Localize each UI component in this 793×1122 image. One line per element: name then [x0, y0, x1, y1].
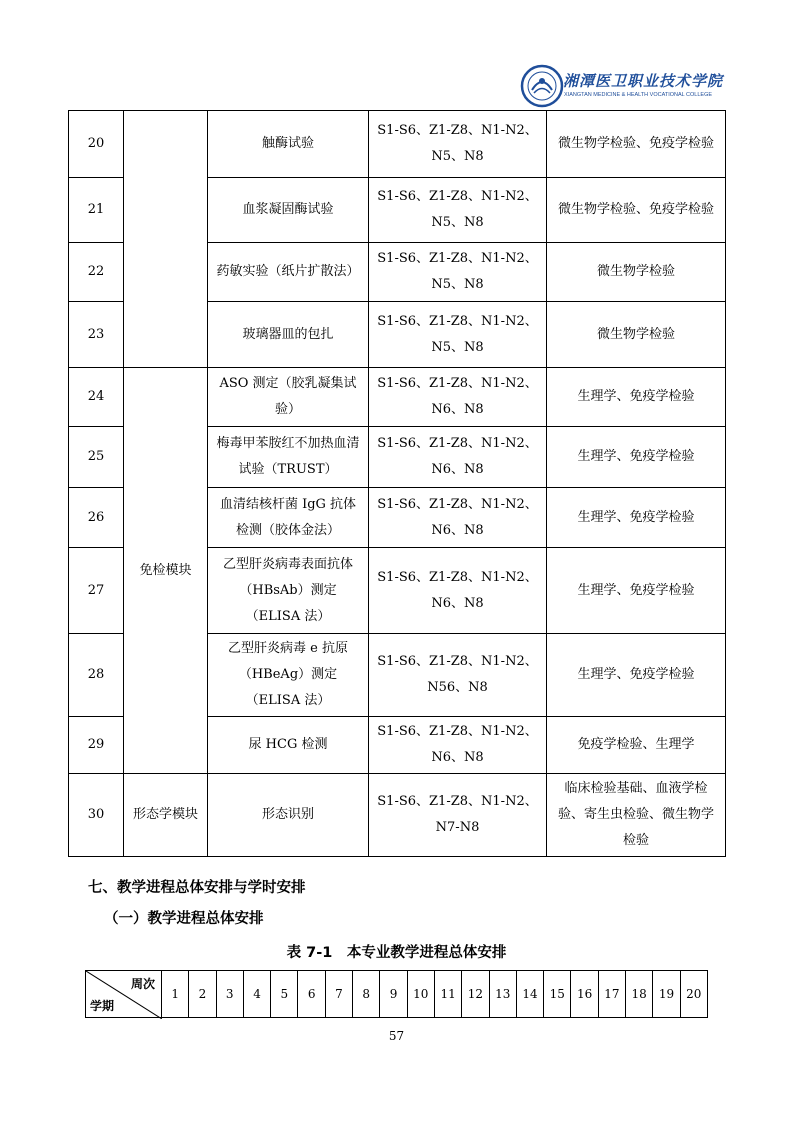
row-number: 25	[69, 427, 124, 488]
week-number: 18	[626, 971, 653, 1018]
logo-english-name: XIANGTAN MEDICINE & HEALTH VOCATIONAL COLLEGE	[564, 92, 713, 98]
week-number: 9	[380, 971, 407, 1018]
section-heading-7: 七、教学进程总体安排与学时安排	[88, 880, 306, 896]
item-name: 血浆凝固酶试验	[208, 178, 369, 243]
college-emblem-icon	[520, 64, 564, 108]
item-name: 尿 HCG 检测	[208, 717, 369, 774]
table-row	[69, 368, 726, 427]
table-row	[69, 111, 726, 178]
related-course: 生理学、免疫学检验	[547, 488, 726, 548]
week-number: 15	[544, 971, 571, 1018]
requirement-codes: S1-S6、Z1-Z8、N1-N2、N7-N8	[369, 774, 547, 857]
weeks-header-row	[86, 971, 708, 1018]
week-number: 19	[653, 971, 680, 1018]
page-number: 57	[388, 1029, 405, 1043]
requirement-codes: S1-S6、Z1-Z8、N1-N2、N6、N8	[369, 548, 547, 634]
row-number: 30	[69, 774, 124, 857]
item-name: 形态识别	[208, 774, 369, 857]
row-number: 29	[69, 717, 124, 774]
item-name: 乙型肝炎病毒 e 抗原（HBeAg）测定（ELISA 法）	[208, 634, 369, 717]
related-course: 生理学、免疫学检验	[547, 368, 726, 427]
week-label: 周次	[130, 977, 155, 991]
requirement-codes: S1-S6、Z1-Z8、N1-N2、N6、N8	[369, 717, 547, 774]
week-number: 8	[353, 971, 380, 1018]
row-number: 26	[69, 488, 124, 548]
week-number: 16	[571, 971, 598, 1018]
module-name: 免检模块	[124, 368, 208, 774]
week-number: 14	[516, 971, 543, 1018]
requirement-codes: S1-S6、Z1-Z8、N1-N2、N6、N8	[369, 488, 547, 548]
row-number: 27	[69, 548, 124, 634]
week-number: 6	[298, 971, 325, 1018]
week-number: 13	[489, 971, 516, 1018]
row-number: 20	[69, 111, 124, 178]
week-number: 20	[680, 971, 707, 1018]
row-number: 28	[69, 634, 124, 717]
schedule-weeks-table	[85, 970, 708, 1018]
table-caption: 表 7-1 本专业教学进程总体安排	[286, 945, 507, 961]
module-cell-empty	[124, 111, 208, 368]
week-number: 4	[243, 971, 270, 1018]
requirement-codes: S1-S6、Z1-Z8、N1-N2、N6、N8	[369, 368, 547, 427]
related-course: 生理学、免疫学检验	[547, 427, 726, 488]
requirement-codes: S1-S6、Z1-Z8、N1-N2、N5、N8	[369, 178, 547, 243]
requirement-codes: S1-S6、Z1-Z8、N1-N2、N6、N8	[369, 427, 547, 488]
logo-chinese-name: 湘潭医卫职业技术学院	[563, 72, 724, 90]
related-course: 免疫学检验、生理学	[547, 717, 726, 774]
week-number: 12	[462, 971, 489, 1018]
requirement-codes: S1-S6、Z1-Z8、N1-N2、N5、N8	[369, 302, 547, 368]
semester-label: 学期	[90, 999, 115, 1013]
related-course: 微生物学检验	[547, 302, 726, 368]
week-number: 2	[189, 971, 216, 1018]
row-number: 21	[69, 178, 124, 243]
requirement-codes: S1-S6、Z1-Z8、N1-N2、N5、N8	[369, 111, 547, 178]
related-course: 微生物学检验	[547, 243, 726, 302]
week-number: 17	[598, 971, 625, 1018]
item-name: ASO 测定（胶乳凝集试验）	[208, 368, 369, 427]
row-number: 23	[69, 302, 124, 368]
week-number: 3	[216, 971, 243, 1018]
week-number: 1	[162, 971, 189, 1018]
section-heading-7-1: （一）教学进程总体安排	[104, 911, 264, 927]
week-number: 10	[407, 971, 434, 1018]
row-number: 22	[69, 243, 124, 302]
training-items-table	[68, 110, 726, 857]
related-course: 微生物学检验、免疫学检验	[547, 178, 726, 243]
week-number: 7	[325, 971, 352, 1018]
item-name: 触酶试验	[208, 111, 369, 178]
requirement-codes: S1-S6、Z1-Z8、N1-N2、N5、N8	[369, 243, 547, 302]
item-name: 血清结核杆菌 IgG 抗体检测（胶体金法）	[208, 488, 369, 548]
item-name: 乙型肝炎病毒表面抗体（HBsAb）测定（ELISA 法）	[208, 548, 369, 634]
week-number: 11	[434, 971, 461, 1018]
table-row	[69, 774, 726, 857]
diagonal-header-cell	[86, 971, 162, 1018]
week-number: 5	[271, 971, 298, 1018]
module-name: 形态学模块	[124, 774, 208, 857]
related-course: 生理学、免疫学检验	[547, 634, 726, 717]
row-number: 24	[69, 368, 124, 427]
related-course: 临床检验基础、血液学检验、寄生虫检验、微生物学检验	[547, 774, 726, 857]
item-name: 玻璃器皿的包扎	[208, 302, 369, 368]
related-course: 生理学、免疫学检验	[547, 548, 726, 634]
item-name: 梅毒甲苯胺红不加热血清试验（TRUST）	[208, 427, 369, 488]
requirement-codes: S1-S6、Z1-Z8、N1-N2、N56、N8	[369, 634, 547, 717]
item-name: 药敏实验（纸片扩散法）	[208, 243, 369, 302]
related-course: 微生物学检验、免疫学检验	[547, 111, 726, 178]
